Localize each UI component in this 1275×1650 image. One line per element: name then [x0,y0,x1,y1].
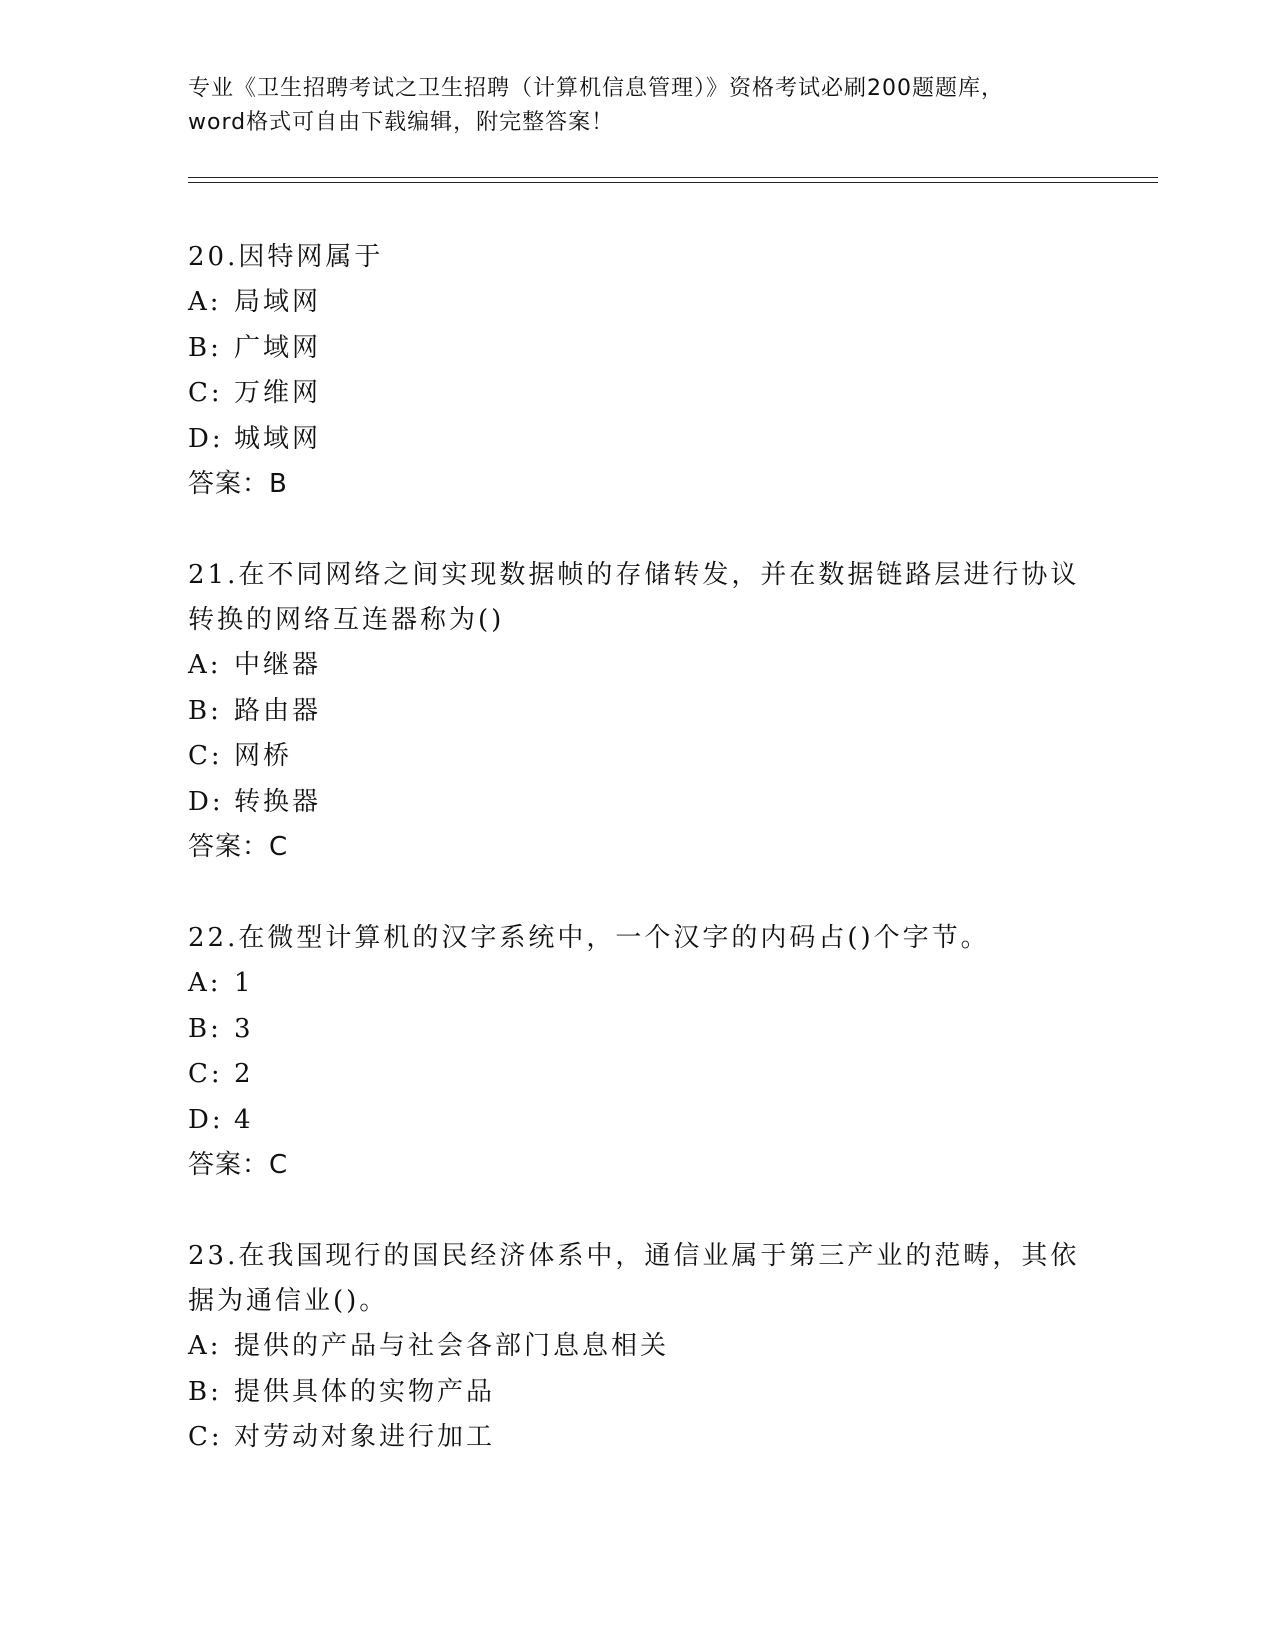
question-list [188,235,1088,1507]
option-text: 局域网 [234,287,322,317]
option-text: 提供的产品与社会各部门息息相关 [234,1331,670,1361]
question-20 [188,235,1088,507]
document-header [188,72,1088,140]
option-text: 提供具体的实物产品 [234,1376,496,1407]
option-b [188,1370,1088,1416]
option-text: 2 [234,1059,254,1089]
option-a [188,1324,1088,1370]
option-text: 转换器 [234,786,322,817]
option-letter: B: [188,1013,222,1044]
option-d [188,1098,1088,1144]
question-text: 23.在我国现行的国民经济体系中，通信业属于第三产业的范畴，其依据为通信业()。 [188,1241,1080,1316]
option-text: 1 [234,968,254,998]
option-letter: A: [188,650,222,680]
option-letter: C: [188,741,223,771]
option-c [188,1052,1088,1098]
option-a [188,643,1088,689]
question-text: 20.因特网属于 [188,242,384,272]
option-d [188,780,1088,826]
header-title-line-1: 专业《卫生招聘考试之卫生招聘（计算机信息管理）》资格考试必刷200题题库， [188,76,1004,101]
question-text: 22.在微型计算机的汉字系统中，一个汉字的内码占()个字节。 [188,923,990,953]
option-letter: A: [188,1331,222,1361]
option-text: 路由器 [234,695,322,726]
option-letter: C: [188,1059,223,1089]
option-text: 广域网 [234,332,322,363]
option-text: 中继器 [234,650,322,680]
option-letter: C: [188,378,223,408]
option-text: 对劳动对象进行加工 [234,1422,496,1452]
header-divider-top [188,177,1158,178]
option-letter: A: [188,287,222,317]
option-text: 万维网 [234,378,322,408]
option-letter: D: [188,786,224,817]
answer-line: 答案：C [188,1150,289,1180]
question-23 [188,1234,1088,1461]
option-c [188,371,1088,417]
option-letter: B: [188,332,222,363]
answer-line: 答案：C [188,832,289,862]
question-text: 21.在不同网络之间实现数据帧的存储转发，并在数据链路层进行协议转换的网络互连器称为() [188,560,1080,635]
option-a [188,280,1088,326]
option-text: 3 [234,1013,254,1044]
header-divider-bottom [188,182,1158,183]
option-letter: A: [188,968,222,998]
option-letter: D: [188,423,224,454]
option-b [188,326,1088,372]
header-title-line-2: word格式可自由下载编辑，附完整答案！ [188,110,615,135]
option-letter: B: [188,1376,222,1407]
option-text: 城域网 [234,423,322,454]
option-b [188,1007,1088,1053]
option-text: 4 [234,1104,254,1135]
option-letter: D: [188,1104,224,1135]
option-b [188,689,1088,735]
option-letter: C: [188,1422,223,1452]
question-21 [188,553,1088,870]
option-a [188,961,1088,1007]
question-22 [188,916,1088,1188]
option-c [188,734,1088,780]
option-c [188,1415,1088,1461]
option-text: 网桥 [234,741,293,771]
answer-line: 答案：B [188,469,288,499]
option-letter: B: [188,695,222,726]
option-d [188,417,1088,463]
